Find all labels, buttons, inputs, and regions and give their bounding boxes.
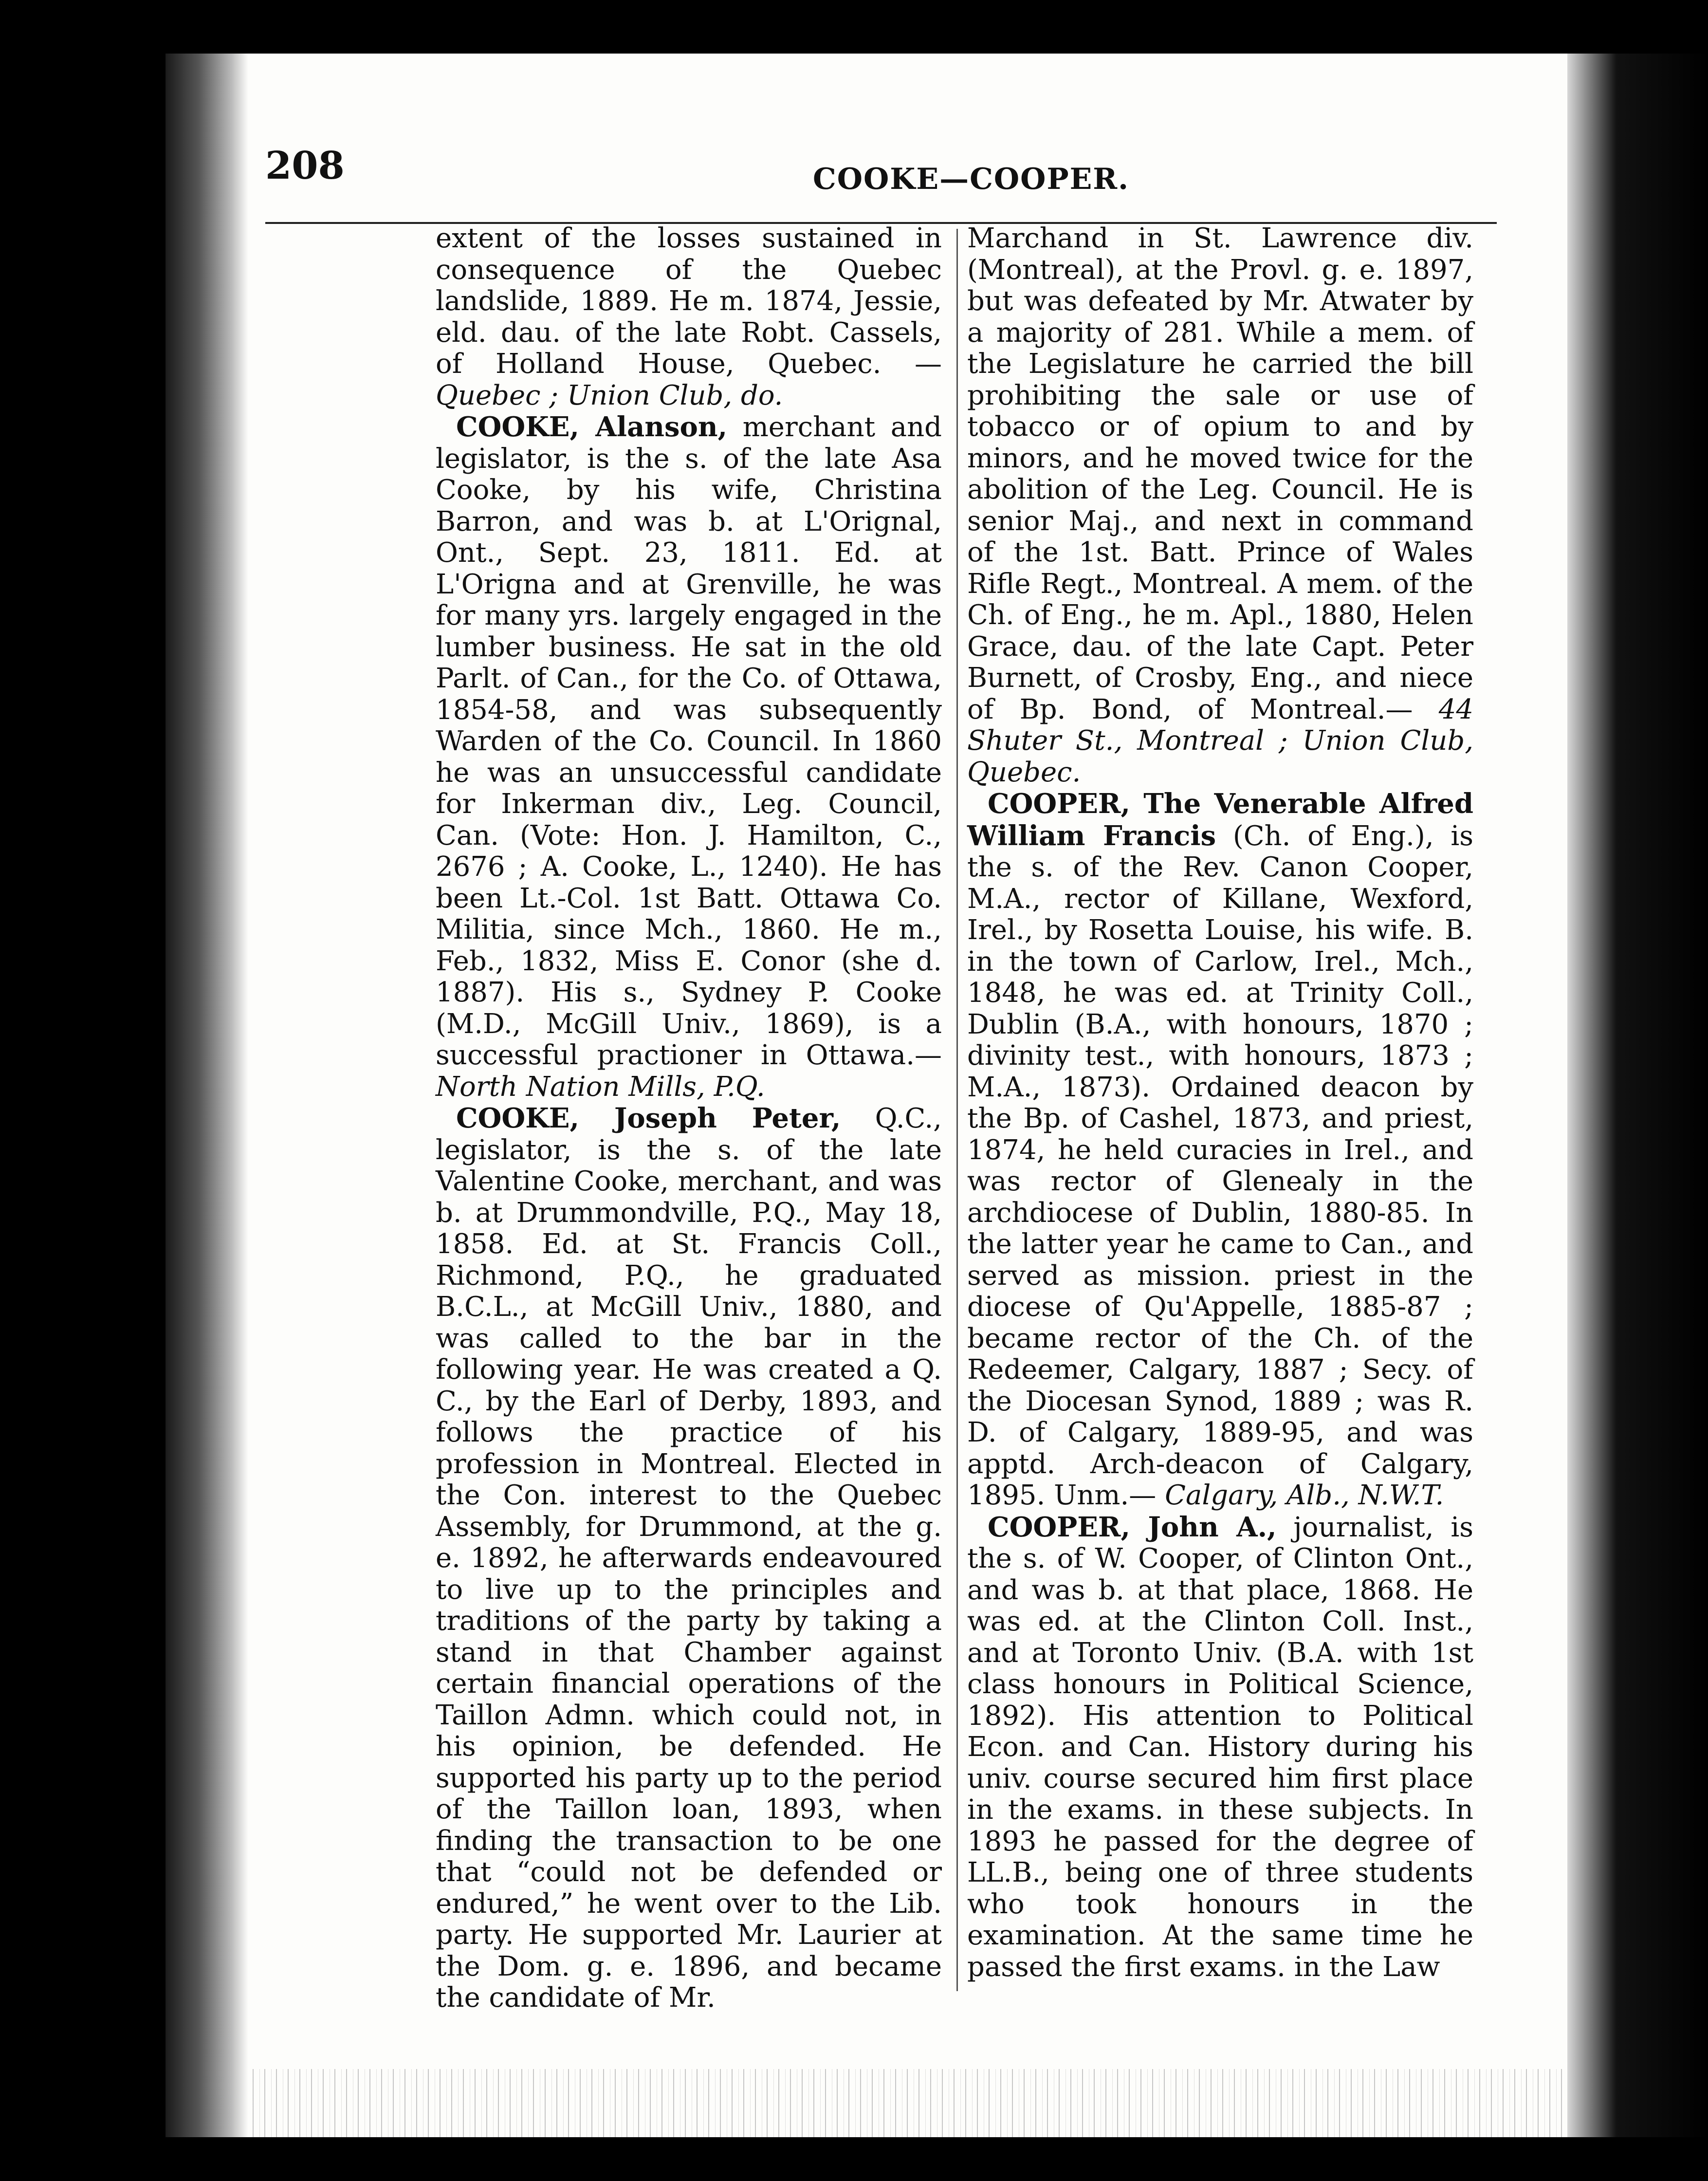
entry-heading: COOKE, Joseph Peter,	[456, 1102, 841, 1134]
entry-text: journalist, is the s. of W. Cooper, of Clinton Ont., and was b. at that place, 1868. He was ed. at the Clinton Coll. Inst., and at Toronto Univ. (B.A. with 1st class honours in Political Science, 1892). His attention to Political Econ. and Can. History during his univ. course secured him first place in the exams. in these subjects. In 1893 he passed for the degree of LL.B., being one of three students who took honours in the examination. At the same time he passed the first exams. in the Law	[967, 1511, 1473, 1983]
entry-heading: COOPER, John A.,	[988, 1511, 1277, 1543]
column-divider	[956, 229, 958, 1991]
page-header	[265, 144, 1497, 207]
entry-heading: COOPER, The Venerable Alfred William Francis	[967, 788, 1473, 852]
entry-heading: COOKE, Alanson,	[456, 411, 728, 443]
entry-address: Calgary, Alb., N.W.T.	[1165, 1479, 1444, 1511]
scan-edge	[1567, 54, 1708, 2137]
entry-continued: extent of the losses sustained in consequence of the Quebec landslide, 1889. He m. 1874, Jessie, eld. dau. of the late Robt. Cassels, of Holland House, Quebec. — Quebec ; Union Club, do.	[436, 222, 942, 411]
entry-cooke-joseph-peter	[436, 1103, 942, 2014]
entry-address: Quebec ; Union Club, do.	[436, 379, 783, 411]
running-head: COOKE—COOPER.	[813, 162, 1130, 196]
entry-cooper-alfred	[967, 788, 1473, 1512]
page-gutter-shadow	[165, 54, 248, 2137]
left-column	[436, 223, 942, 2014]
entry-text: (Ch. of Eng.), is the s. of the Rev. Canon Cooper, M.A., rector of Killane, Wexford, Irel., by Rosetta Louise, his wife. B. in the town of Carlow, Irel., Mch., 1848, he was ed. at Trinity Coll., Dublin (B.A., with honours, 1870 ; divinity test., with honours, 1873 ; M.A., 1873). Ordained deacon by the Bp. of Cashel, 1873, and priest, 1874, he held curacies in Irel., and was rector of Glenealy in the archdiocese of Dublin, 1880-85. In the latter year he came to Can., and served as mission. priest in the diocese of Qu'Appelle, 1885-87 ; became rector of the Ch. of the Redeemer, Calgary, 1887 ; Secy. of the Diocesan Synod, 1889 ; was R. D. of Calgary, 1889-95, and was apptd. Arch-deacon of Calgary, 1895. Unm.—	[967, 820, 1474, 1511]
scan-noise	[248, 2069, 1567, 2137]
entry-cooke-alanson	[436, 411, 942, 1103]
page-number: 208	[265, 144, 345, 188]
entry-address: 44 Shuter St., Montreal ; Union Club, Quebec.	[967, 693, 1473, 788]
entry-text: merchant and legislator, is the s. of the late Asa Cooke, by his wife, Christina Barron, and was b. at L'Orignal, Ont., Sept. 23, 1811. Ed. at L'Origna and at Grenville, he was for many yrs. largely engaged in the lumber business. He sat in the old Parlt. of Can., for the Co. of Ottawa, 1854-58, and was subsequently Warden of the Co. Council. In 1860 he was an unsuccessful candidate for Inkerman div., Leg. Council, Can. (Vote: Hon. J. Hamilton, C., 2676 ; A. Cooke, L., 1240). He has been Lt.-Col. 1st Batt. Ottawa Co. Militia, since Mch., 1860. He m., Feb., 1832, Miss E. Conor (she d. 1887). His s., Sydney P. Cooke (M.D., McGill Univ., 1869), is a successful practioner in Ottawa.—	[436, 411, 942, 1071]
entry-continued: Marchand in St. Lawrence div. (Montreal), at the Provl. g. e. 1897, but was defeated by Mr. Atwater by a majority of 281. While a mem. of the Legislature he carried the bill prohibiting the sale or use of tobacco or of opium to and by minors, and he moved twice for the abolition of the Leg. Council. He is senior Maj., and next in command of the 1st. Batt. Prince of Wales Rifle Regt., Montreal. A mem. of the Ch. of Eng., he m. Apl., 1880, Helen Grace, dau. of the late Capt. Peter Burnett, of Crosby, Eng., and niece of Bp. Bond, of Montreal.— 44 Shuter St., Montreal ; Union Club, Quebec.	[967, 222, 1473, 788]
entry-text: Q.C., legislator, is the s. of the late Valentine Cooke, merchant, and was b. at Drummondville, P.Q., May 18, 1858. Ed. at St. Francis Coll., Richmond, P.Q., he graduated B.C.L., at McGill Univ., 1880, and was called to the bar in the following year. He was created a Q. C., by the Earl of Derby, 1893, and follows the practice of his profession in Montreal. Elected in the Con. interest to the Quebec Assembly, for Drummond, at the g. e. 1892, he afterwards endeavoured to live up to the principles and traditions of the party by taking a stand in that Chamber against certain financial operations of the Taillon Admn. which could not, in his opinion, be defended. He supported his party up to the period of the Taillon loan, 1893, when finding the transaction to be one that “could not be defended or endured,” he went over to the Lib. party. He supported Mr. Laurier at the Dom. g. e. 1896, and became the candidate of Mr.	[436, 1103, 942, 2014]
entry-address: North Nation Mills, P.Q.	[436, 1071, 765, 1103]
right-column	[967, 223, 1473, 1983]
entry-cooper-john	[967, 1512, 1473, 1983]
